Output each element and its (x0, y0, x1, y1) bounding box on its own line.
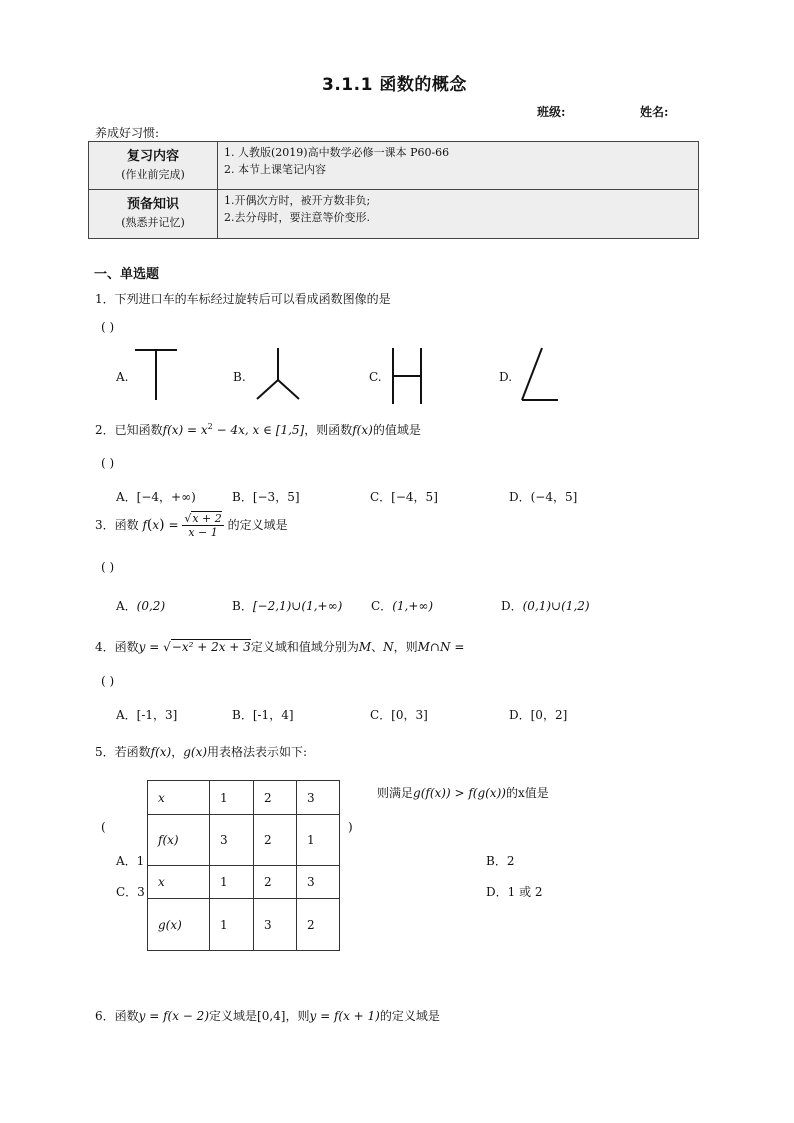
q1-option-d: D. (499, 370, 513, 384)
q5-paren-close: ) (348, 820, 353, 834)
q2-option-d: D．(−4，5] (509, 490, 578, 504)
class-label: 班级: (537, 105, 566, 119)
q4-option-b: B．[-1，4] (232, 708, 294, 722)
table-cell: 3 (297, 866, 340, 899)
q6-num: 6．函数 (95, 1009, 139, 1023)
q3-numerator: x + 2 (192, 512, 222, 525)
review-line-2: 2. 本节上课笔记内容 (224, 163, 326, 176)
q2-paren: ( ) (101, 456, 115, 470)
q4-option-d: D．[0，2] (509, 708, 568, 722)
table-cell: 2 (254, 815, 297, 866)
table-cell: x (148, 866, 210, 899)
prep-label-cell (89, 190, 218, 239)
q4-mn: M∩N = (417, 640, 465, 654)
table-row (148, 899, 340, 951)
q3-denominator: x − 1 (188, 526, 218, 539)
q3-fraction: $\frac{√x + 2}{x - 1}$ (184, 512, 222, 539)
q4-stem: 4．函数y = √−x² + 2x + 3定义域和值域分别为M、N，则M∩N = (95, 640, 465, 654)
q5-option-a: A．1 (116, 854, 145, 868)
q5-f: f(x) (150, 745, 172, 759)
q3-option-a: A．(0,2) (116, 599, 166, 613)
q2-sup: 2 (207, 422, 213, 431)
q4-expr: −x² + 2x + 3 (171, 640, 251, 654)
table-row (148, 866, 340, 899)
table-cell: x (148, 781, 210, 815)
q4-sep: 、 (371, 640, 384, 654)
q1-option-b: B. (233, 370, 246, 384)
q5-paren-open: ( (101, 820, 106, 834)
q2-rest: − 4x, x ∈ [1,5] (212, 423, 305, 437)
q4-option-c: C．[0，3] (370, 708, 428, 722)
table-cell: 3 (254, 899, 297, 951)
q3-arg: x (152, 518, 160, 532)
q2-option-b: B．[−3，5] (232, 490, 300, 504)
q3-option-b: B．[−2,1)∪(1,+∞) (232, 599, 343, 613)
table-cell: 3 (297, 781, 340, 815)
q2-option-c: C．[−4，5] (370, 490, 438, 504)
q3-option-c: C．(1,+∞) (371, 599, 434, 613)
q4-y: y (138, 640, 146, 654)
page-title: 3.1.1 函数的概念 (322, 75, 467, 95)
q6-expr2: y = f(x + 1) (309, 1009, 380, 1023)
prep-row (89, 190, 699, 239)
review-label-cell (89, 142, 218, 190)
y-shape-logo-icon (254, 346, 302, 402)
prep-label: 预备知识 (126, 197, 179, 212)
table-cell: 1 (210, 781, 254, 815)
q2-mid: ，则函数 (304, 423, 353, 437)
angle-shape-logo-icon (518, 346, 560, 404)
q6-expr1: y = f(x − 2) (138, 1009, 209, 1023)
q5-num: 5．若函数 (95, 745, 151, 759)
q5-function-table (147, 780, 340, 951)
review-row (89, 142, 699, 190)
q5-g: g(x) (183, 745, 208, 759)
table-cell: 2 (254, 781, 297, 815)
q6-mid2: ，则 (285, 1009, 310, 1023)
q4-option-a: A．[-1，3] (116, 708, 178, 722)
q1-paren: ( ) (101, 320, 115, 334)
review-content-cell (218, 142, 699, 190)
q5-tail: 用表格法表示如下: (207, 745, 308, 759)
q2-stem (95, 421, 421, 438)
prep-content-cell (218, 190, 699, 239)
q2-fx: f(x) (162, 423, 184, 437)
table-cell: 2 (254, 866, 297, 899)
table-row (148, 781, 340, 815)
review-label: 复习内容 (126, 149, 179, 164)
q3-f: f (142, 518, 147, 532)
q4-tail1: 定义域和值域分别为 (250, 640, 359, 654)
q6-dom: [0,4] (257, 1009, 286, 1023)
q3-num: 3．函数 (95, 518, 139, 532)
q5-option-b: B．2 (486, 854, 515, 868)
q3-stem: 3．函数 f(x) = $\frac{√x + 2}{x - 1}$ 的定义域是 (95, 512, 288, 539)
q1-stem: 1．下列进口车的车标经过旋转后可以看成函数图像的是 (95, 292, 391, 306)
q5-condition: g(f(x)) > f(g(x)) (413, 786, 506, 800)
name-label: 姓名: (640, 105, 669, 119)
q4-m: M (358, 640, 372, 654)
t-shape-logo-icon (133, 348, 179, 402)
q6-tail: 的定义域是 (379, 1009, 440, 1023)
prep-sub: (熟悉并记忆) (121, 216, 185, 229)
q4-paren: ( ) (101, 674, 115, 688)
q2-tail: 的值域是 (372, 423, 421, 437)
review-sub: (作业前完成) (121, 168, 185, 181)
q5-option-d: D．1 或 2 (486, 885, 543, 899)
q5-sep: ， (171, 745, 184, 759)
h-shape-logo-icon (390, 346, 424, 406)
q5-right-tail: 的x值是 (505, 786, 549, 800)
q1-option-c: C. (369, 370, 382, 384)
table-row (148, 815, 340, 866)
table-cell: g(x) (148, 899, 210, 951)
prep-line-2: 2.去分母时，要注意等价变形. (224, 211, 370, 224)
q4-n: N (383, 640, 394, 654)
q5-right-text: 则满足 (377, 786, 414, 800)
q2-option-a: A．[−4，+∞) (116, 490, 196, 504)
prep-line-1: 1.开偶次方时，被开方数非负; (224, 194, 371, 207)
q2-num: 2．已知函数 (95, 423, 163, 437)
q3-paren: ( ) (101, 560, 115, 574)
q4-tail2: ，则 (393, 640, 418, 654)
q6-mid: 定义域是 (209, 1009, 258, 1023)
table-cell: 1 (210, 866, 254, 899)
q6-stem (95, 1007, 440, 1024)
table-cell: 1 (297, 815, 340, 866)
habits-title: 养成好习惯: (95, 126, 160, 140)
q5-option-c: C．3 (116, 885, 145, 899)
q2-eq: = x (183, 423, 208, 437)
review-line-1: 1. 人教版(2019)高中数学必修一课本 P60-66 (224, 146, 450, 159)
q3-tail: 的定义域是 (227, 518, 288, 532)
q3-option-d: D．(0,1)∪(1,2) (501, 599, 590, 613)
q5-stem (95, 743, 307, 760)
q4-num: 4．函数 (95, 640, 139, 654)
table-cell: f(x) (148, 815, 210, 866)
table-cell: 3 (210, 815, 254, 866)
table-cell: 1 (210, 899, 254, 951)
q2-fx2: f(x) (352, 423, 373, 437)
habits-table (88, 141, 699, 239)
q5-condition-text (377, 784, 549, 801)
section-title: 一、单选题 (94, 267, 160, 282)
table-cell: 2 (297, 899, 340, 951)
q1-option-a: A. (116, 370, 129, 384)
